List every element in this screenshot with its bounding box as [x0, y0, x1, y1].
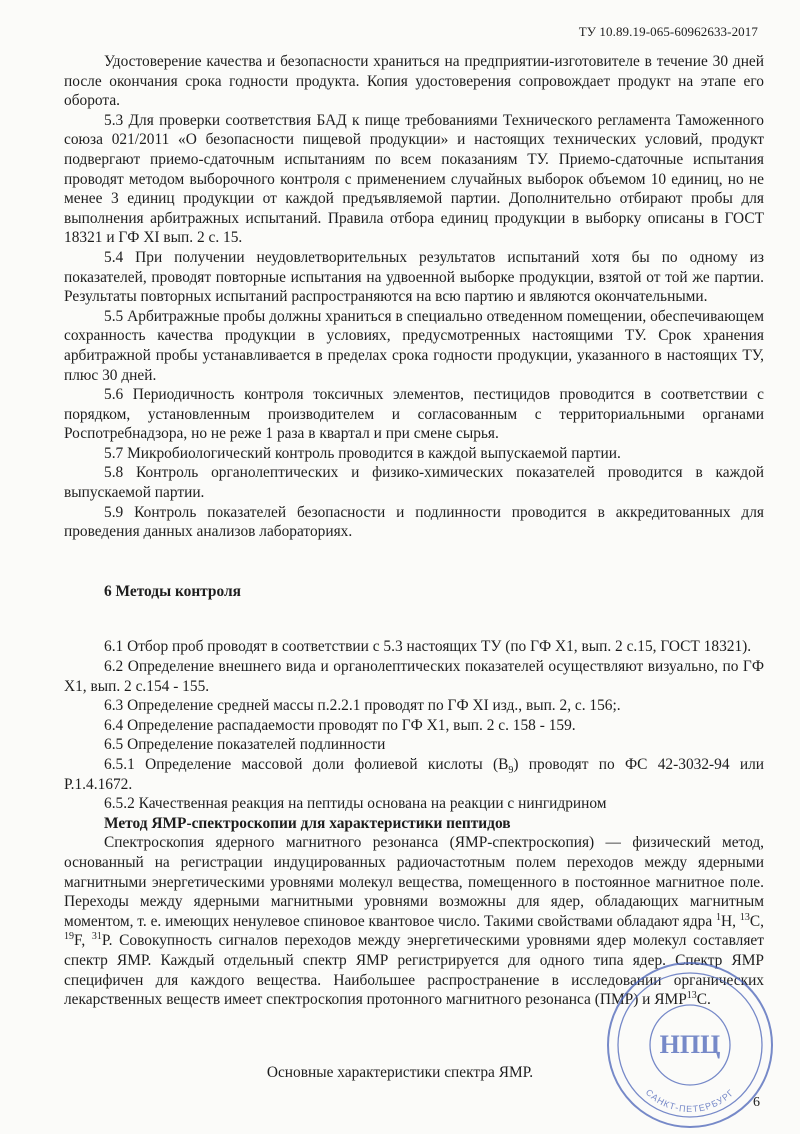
- superscript: 1: [716, 911, 722, 923]
- text: С.: [696, 991, 711, 1009]
- company-stamp: [600, 950, 780, 1130]
- paragraph-6-3: 6.3 Определение средней массы п.2.2.1 проводят по ГФ XI изд., вып. 2, с. 156;.: [104, 697, 621, 715]
- paragraph-certificate: Удостоверение качества и безопасности храниться на предприятии-изготовителе в течение 30 дней после окончания срока годности продукта. Копия удостоверения сопровождает продукт на этапе его оборота.: [64, 53, 764, 110]
- paragraph-5-4: 5.4 При получении неудовлетворительных результатов испытаний хотя бы по одному из показателей, проводят повторные испытания на удвоенной выборке продукции, взятой от той же партии. Результаты повторных испытаний распространяются на всю партию и являются окончательными.: [64, 248, 764, 306]
- element-symbol: P: [101, 932, 109, 950]
- method-title: Метод ЯМР-спектроскопии для характеристики пептидов: [104, 814, 511, 832]
- paragraph-5-6: 5.6 Периодичность контроля токсичных элементов, пестицидов проводится в соответствии с порядком, установленным производителем и согласованным с территориальными органами Роспотребнадзора, но не реже 1 раза в квартал и при смене сырья.: [64, 386, 764, 443]
- spacer: [64, 601, 764, 637]
- paragraph-nmr: Спектроскопия ядерного магнитного резонанса (ЯМР-спектроскопия) — физический метод, основанный на регистрации индуцированных радиочастотным полем переходов между ядерными магнитными энергетическими уровнями молекул вещества, помещенного в постоянное магнитное поле. Переходы между ядерными магнитными уровнями возможны для ядер, обладающих магнитным моментом, т. е. имеющих ненулевое спиновое квантовое число. Такими свойствами обладают ядра $^1$H, $^{13}$C, $^{19}$F, $^{31}$P. Совокупность сигналов переходов между энергетическими уровнями ядер молекул составляет спектр ЯМР. Каждый отдельный спектр ЯМР регистрируется для одного типа ядер. Спектр ЯМР специфичен для каждого вещества. Наибольшее распространение в исследовании органических лекарственных веществ имеет спектроскопия протонного магнитного резонанса (ПМР) и ЯМР$^{13}$С.: [64, 834, 764, 1009]
- superscript: 19: [64, 931, 74, 943]
- superscript: 31: [91, 931, 102, 943]
- page-number: 6: [753, 1095, 760, 1110]
- subscript: 9: [508, 765, 514, 777]
- subheading-nmr-characteristics: Основные характеристики спектра ЯМР.: [266, 1064, 534, 1081]
- text: 6.5.1 Определение массовой доли фолиевой кислоты (В: [104, 756, 509, 773]
- paragraph-6-5-2: 6.5.2 Качественная реакция на пептиды основана на реакции с нингидрином: [104, 795, 607, 813]
- element-symbol: F: [74, 932, 82, 950]
- paragraph-5-3: 5.3 Для проверки соответствия БАД к пище требованиями Технического регламента Таможенного союза 021/2011 «О безопасности пищевой продукции» и настоящих технических условий, продукт подвергают приемо-сдаточным испытаниям по всем показаниям ТУ. Приемо-сдаточные испытания проводят методом выборочного контроля с применением случайных выборок объемом 10 единиц, но не менее 3 единиц продукции от каждой предъявляемой партии. Дополнительно отбирают пробы для выполнения арбитражных испытаний. Правила отбора единиц продукции в выборку описаны в ГОСТ 18321 и ГФ XI вып. 2 с. 15.: [64, 111, 764, 247]
- paragraph-5-9: 5.9 Контроль показателей безопасности и подлинности проводится в аккредитованных для проведения данных анализов лабораториях.: [64, 503, 764, 541]
- paragraph-6-5: 6.5 Определение показателей подлинности: [104, 736, 386, 754]
- paragraph-5-7: 5.7 Микробиологический контроль проводится в каждой выпускаемой партии.: [104, 444, 621, 462]
- paragraph-5-8: 5.8 Контроль органолептических и физико-химических показателей проводится в каждой выпускаемой партии.: [64, 464, 764, 502]
- spacer: [64, 542, 764, 582]
- document-body: [64, 52, 764, 1010]
- text: Спектроскопия ядерного магнитного резонанса (ЯМР-спектроскопия) — физический метод, основанный на регистрации индуцированных радиочастотным полем переходов между ядерными магнитными энергетическими уровнями молекул вещества, помещенного в постоянное магнитное поле. Переходы между ядерными магнитными уровнями возможны для ядер, обладающих магнитным моментом, т. е. имеющих ненулевое спиновое квантовое число. Такими свойствами обладают ядра: [64, 834, 764, 930]
- section-title: 6 Методы контроля: [104, 582, 241, 600]
- paragraph-5-5: 5.5 Арбитражные пробы должны храниться в специально отведенном помещении, обеспечивающем сохранность качества продукции в условиях, предусмотренных настоящими ТУ. Срок хранения арбитражной пробы устанавливается в пределах срока годности продукции, указанного в настоящих ТУ, плюс 30 дней.: [64, 307, 764, 384]
- text: ) проводят по ФС 42-3032-94 или Р.1.4.1672.: [64, 756, 764, 793]
- paragraph-6-5-1: [64, 755, 764, 794]
- element-symbol: C: [749, 912, 761, 930]
- paragraph-6-4: 6.4 Определение распадаемости проводят по ГФ Х1, вып. 2 с. 158 - 159.: [104, 716, 576, 734]
- superscript: 13: [739, 911, 750, 923]
- element-symbol: H: [721, 912, 733, 930]
- superscript: 13: [686, 990, 697, 1001]
- text: . Совокупность сигналов переходов между энергетическими уровнями ядер молекул составляет спектр ЯМР. Каждый отдельный спектр ЯМР регистрируется для одного типа ядер. Спектр ЯМР специфичен для каждого вещества. Наибольшее распространение в исследовании органических лекарственных веществ имеет спектроскопия протонного магнитного резонанса (ПМР) и ЯМР: [64, 932, 764, 1009]
- stamp-city-text: САНКТ-ПЕТЕРБУРГ: [643, 1087, 737, 1115]
- stamp-center-text: НПЦ: [659, 1030, 721, 1059]
- document-code: ТУ 10.89.19-065-60962633-2017: [578, 24, 758, 39]
- paragraph-6-2: 6.2 Определение внешнего вида и органолептических показателей осуществляют визуально, по ГФ Х1, вып. 2 с.154 - 155.: [64, 658, 764, 695]
- paragraph-6-1: 6.1 Отбор проб проводят в соответствии с 5.3 настоящих ТУ (по ГФ Х1, вып. 2 с.15, ГОСТ 18321).: [104, 638, 752, 656]
